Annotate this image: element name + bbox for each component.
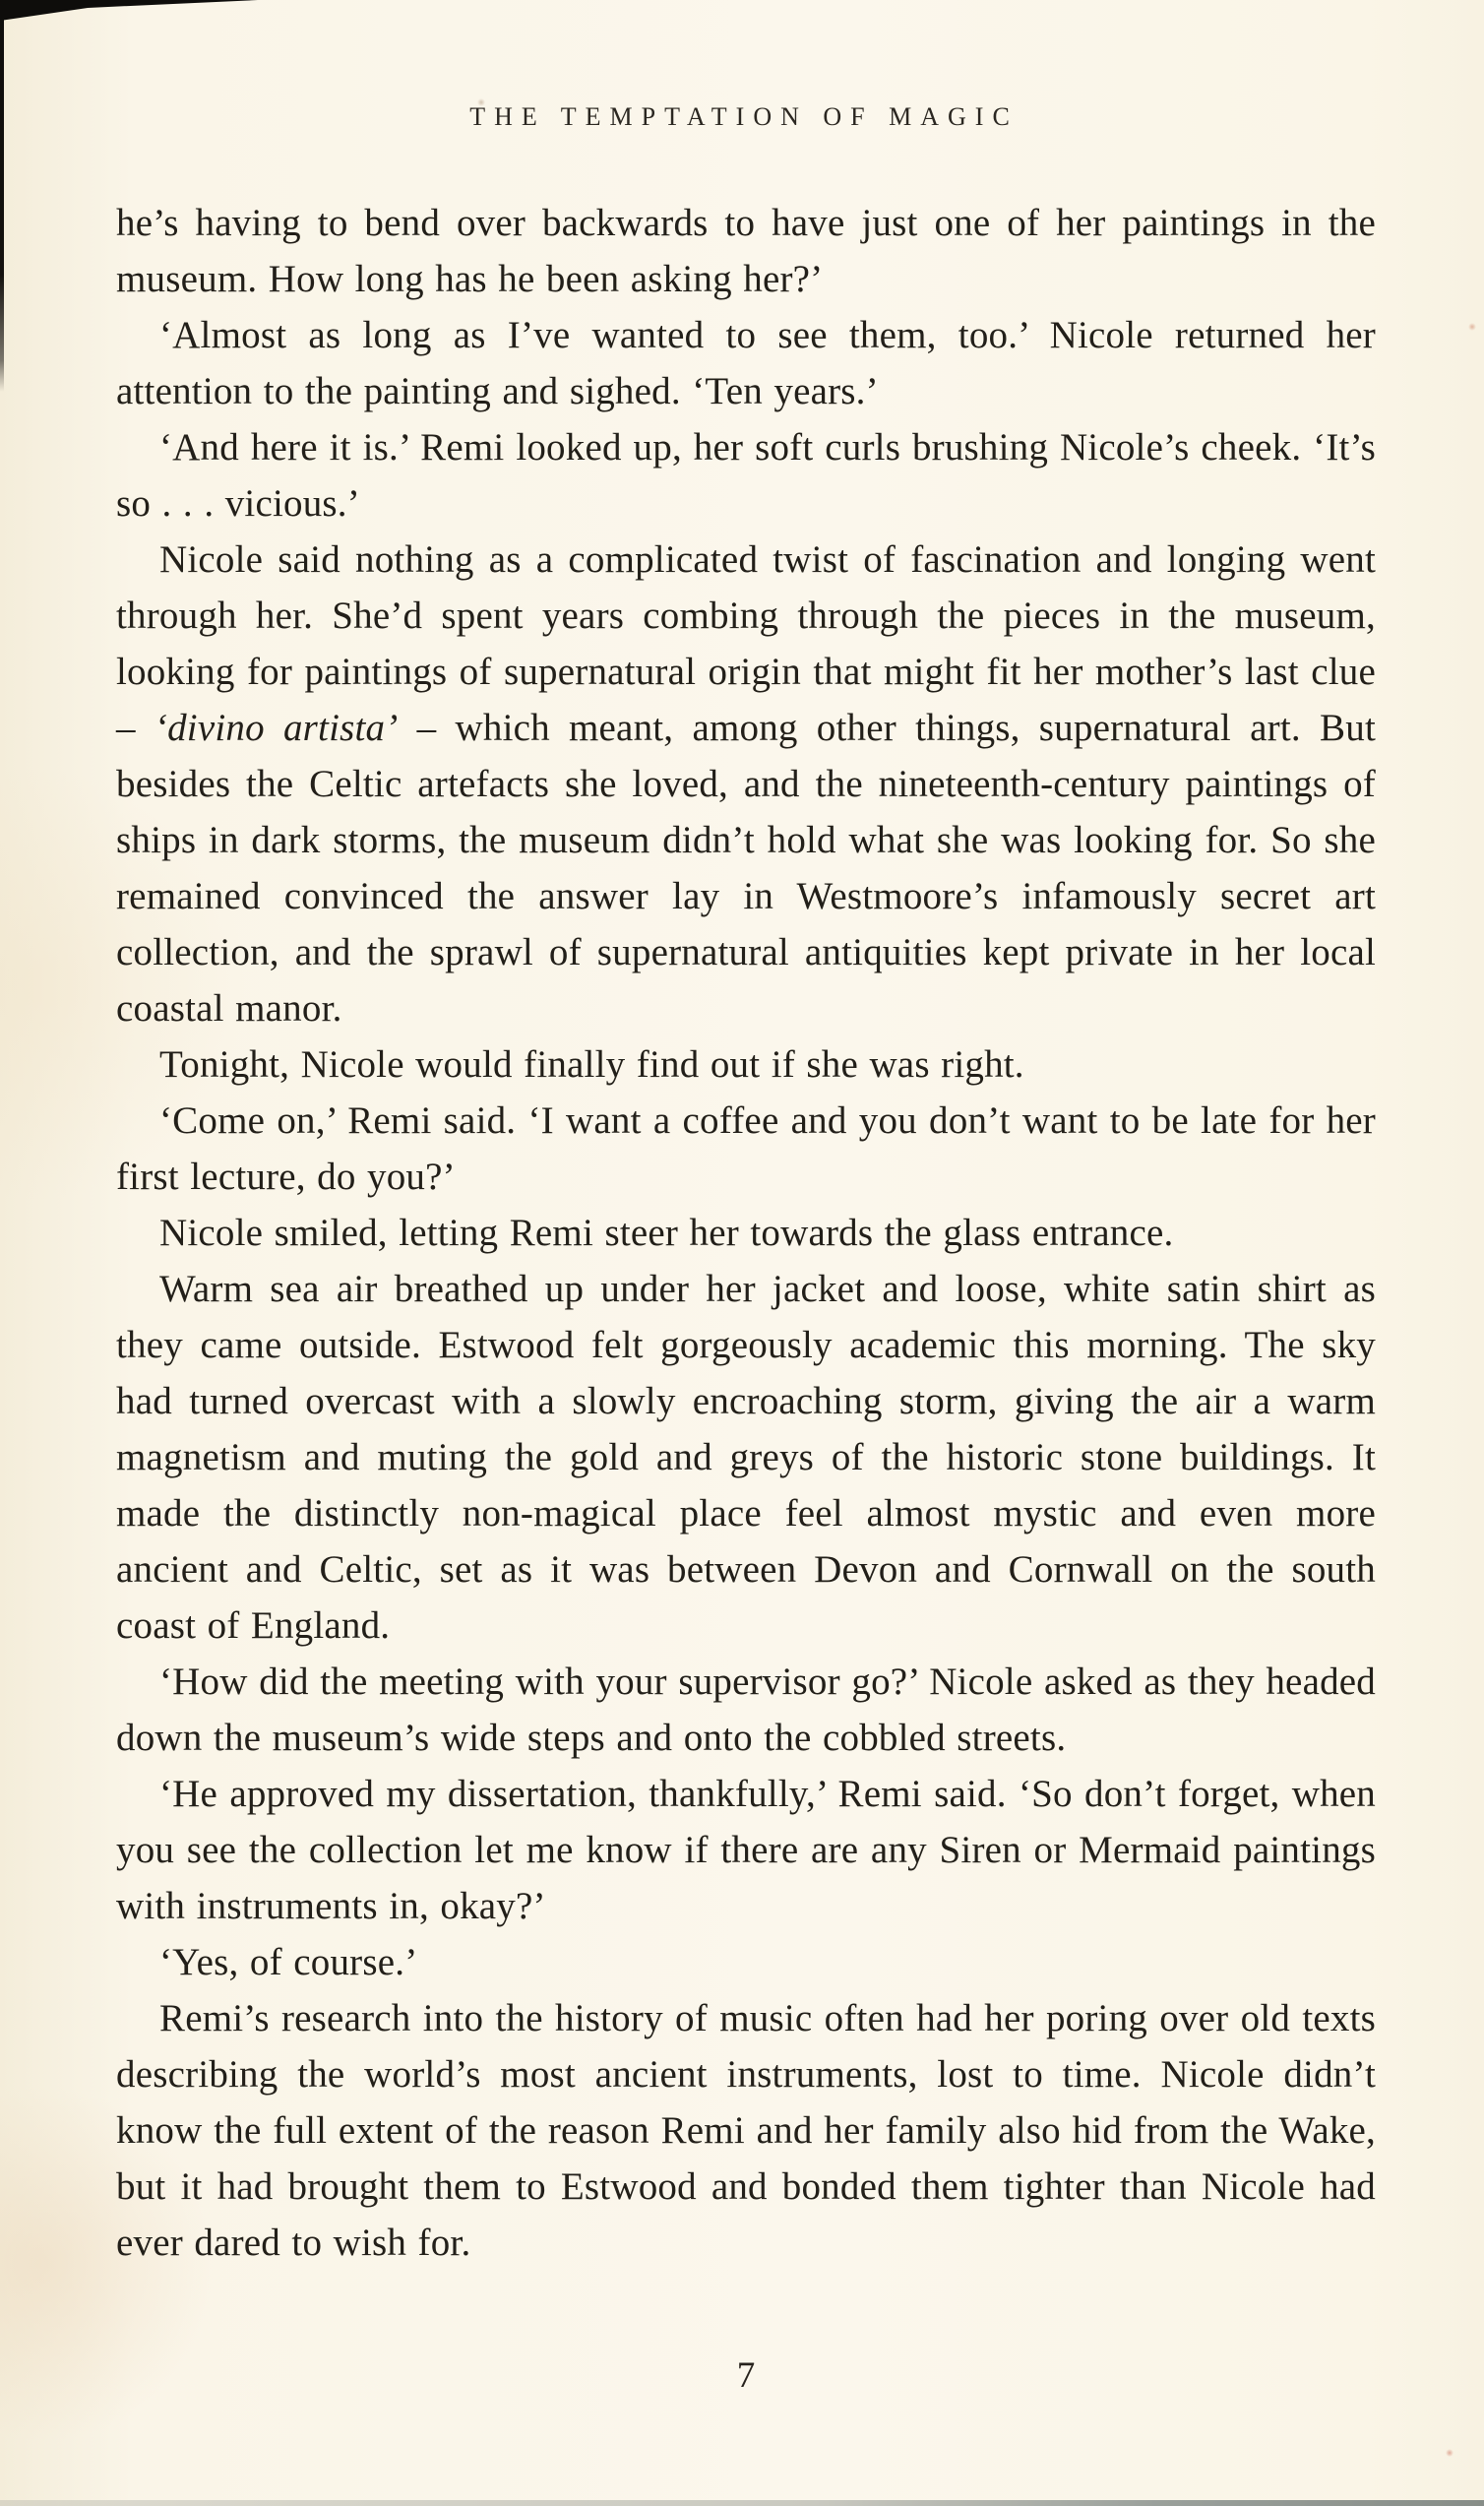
paragraph [116, 532, 1376, 1036]
body-text-block [116, 195, 1376, 2271]
paragraph [116, 1990, 1376, 2271]
paragraph [116, 1036, 1376, 1093]
paragraph [116, 1261, 1376, 1654]
paragraph [116, 195, 1376, 307]
text-segment: ‘And here it is.’ Remi looked up, her soft curls brushing Nicole’s cheek. ‘It’s so . . . vicious.’ [116, 426, 1376, 525]
text-segment: Remi’s research into the history of music often had her poring over old texts describing the world’s most ancient instruments, lost to time. Nicole didn’t know the full extent of the reason Remi and her family also hid from the Wake, but it had brought them to Estwood and bonded them tighter than Nicole had ever dared to wish for. [116, 1997, 1376, 2264]
text-segment: Nicole said nothing as a complicated twist of fascination and longing went through her. She’d spent years combing through the pieces in the museum, looking for paintings of supernatural origin that might fit her mother’s last clue – [116, 538, 1376, 749]
scan-artifact-top-edge [0, 0, 258, 21]
paragraph [116, 419, 1376, 532]
scan-artifact-left-edge [0, 0, 4, 392]
italic-text-segment: ‘divino artista’ [154, 707, 399, 749]
running-header-title: THE TEMPTATION OF MAGIC [469, 102, 1019, 131]
text-segment: Warm sea air breathed up under her jacket and loose, white satin shirt as they came outside. Estwood felt gorgeously academic this morning. The sky had turned overcast with a slowly encroaching storm, giving the air a warm magnetism and muting the gold and greys of the historic stone buildings. It made the distinctly non-magical place feel almost mystic and even more ancient and Celtic, set as it was between Devon and Cornwall on the south coast of England. [116, 1268, 1376, 1647]
page-number: 7 [736, 2355, 756, 2396]
paragraph [116, 307, 1376, 419]
text-segment: he’s having to bend over backwards to have just one of her paintings in the museum. How long has he been asking her?’ [116, 202, 1376, 300]
paragraph [116, 1934, 1376, 1990]
text-segment: – which meant, among other things, supernatural art. But besides the Celtic artefacts she loved, and the nineteenth-century paintings of ships in dark storms, the museum didn’t hold what she was looking for. So she remained convinced the answer lay in Westmoore’s infamously secret art collection, and the sprawl of supernatural antiquities kept private in her local coastal manor. [116, 707, 1376, 1030]
text-segment: ‘Come on,’ Remi said. ‘I want a coffee and you don’t want to be late for her first lecture, do you?’ [116, 1099, 1376, 1198]
text-segment: Tonight, Nicole would finally find out if she was right. [159, 1043, 1024, 1086]
paragraph [116, 1766, 1376, 1934]
text-segment: Nicole smiled, letting Remi steer her towards the glass entrance. [159, 1212, 1174, 1254]
text-segment: ‘Almost as long as I’ve wanted to see them, too.’ Nicole returned her attention to the painting and sighed. ‘Ten years.’ [116, 314, 1376, 412]
text-segment: ‘How did the meeting with your supervisor go?’ Nicole asked as they headed down the museum’s wide steps and onto the cobbled streets. [116, 1660, 1376, 1759]
scan-artifact-bottom-edge [0, 2500, 1484, 2506]
paragraph [116, 1093, 1376, 1205]
text-segment: ‘He approved my dissertation, thankfully,’ Remi said. ‘So don’t forget, when you see the collection let me know if there are any Siren or Mermaid paintings with instruments in, okay?’ [116, 1773, 1376, 1927]
text-segment: ‘Yes, of course.’ [159, 1941, 418, 1983]
paragraph [116, 1205, 1376, 1261]
paragraph [116, 1654, 1376, 1766]
